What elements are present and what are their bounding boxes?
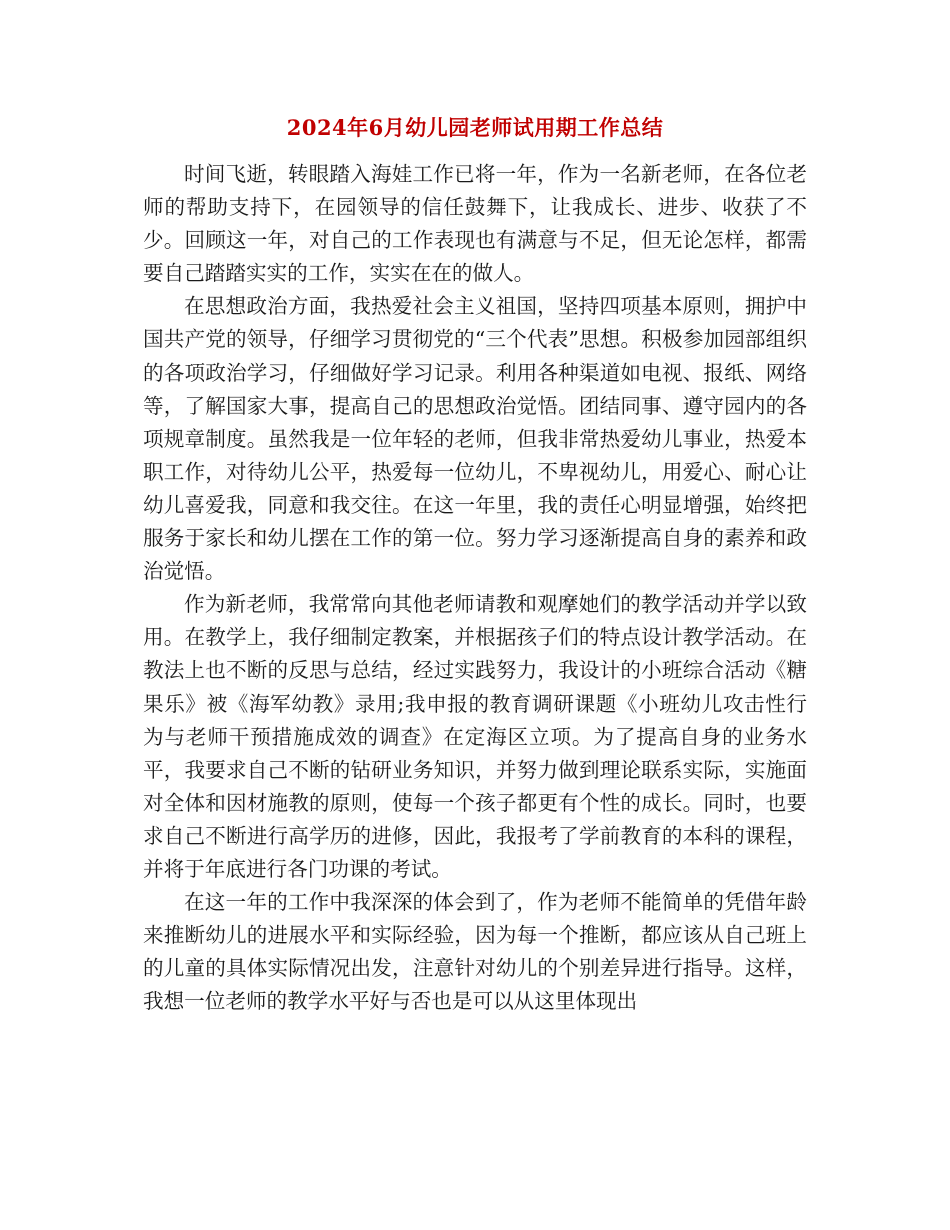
paragraph-intro: 时间飞逝，转眼踏入海娃工作已将一年，作为一名新老师，在各位老师的帮助支持下，在园领导的信任鼓舞下，让我成长、进步、收获了不少。回顾这一年，对自己的工作表现也有满意与不足，但无论怎样，都需要自己踏踏实实的工作，实实在在的做人。	[143, 162, 807, 286]
document-body	[143, 158, 807, 1018]
paragraph-teaching: 作为新老师，我常常向其他老师请教和观摩她们的教学活动并学以致用。在教学上，我仔细制定教案，并根据孩子们的特点设计教学活动。在教法上也不断的反思与总结，经过实践努力，我设计的小班综合活动《糖果乐》被《海军幼教》录用;我申报的教育调研课题《小班幼儿攻击性行为与老师干预措施成效的调查》在定海区立项。为了提高自身的业务水平，我要求自己不断的钻研业务知识，并努力做到理论联系实际，实施面对全体和因材施教的原则，使每一个孩子都更有个性的成长。同时，也要求自己不断进行高学历的进修，因此，我报考了学前教育的本科的课程，并将于年底进行各门功课的考试。	[143, 592, 807, 881]
paragraph-reflection: 在这一年的工作中我深深的体会到了，作为老师不能简单的凭借年龄来推断幼儿的进展水平和实际经验，因为每一个推断，都应该从自己班上的儿童的具体实际情况出发，注意针对幼儿的个别差异进行指导。这样，我想一位老师的教学水平好与否也是可以从这里体现出	[143, 890, 807, 1014]
document-title: 2024年6月幼儿园老师试用期工作总结	[286, 115, 664, 140]
paragraph-political: 在思想政治方面，我热爱社会主义祖国，坚持四项基本原则，拥护中国共产党的领导，仔细学习贯彻党的“三个代表”思想。积极参加园部组织的各项政治学习，仔细做好学习记录。利用各种渠道如电视、报纸、网络等，了解国家大事，提高自己的思想政治觉悟。团结同事、遵守园内的各项规章制度。虽然我是一位年轻的老师，但我非常热爱幼儿事业，热爱本职工作，对待幼儿公平，热爱每一位幼儿，不卑视幼儿，用爱心、耐心让幼儿喜爱我，同意和我交往。在这一年里，我的责任心明显增强，始终把服务于家长和幼儿摆在工作的第一位。努力学习逐渐提高自身的素养和政治觉悟。	[143, 294, 807, 584]
